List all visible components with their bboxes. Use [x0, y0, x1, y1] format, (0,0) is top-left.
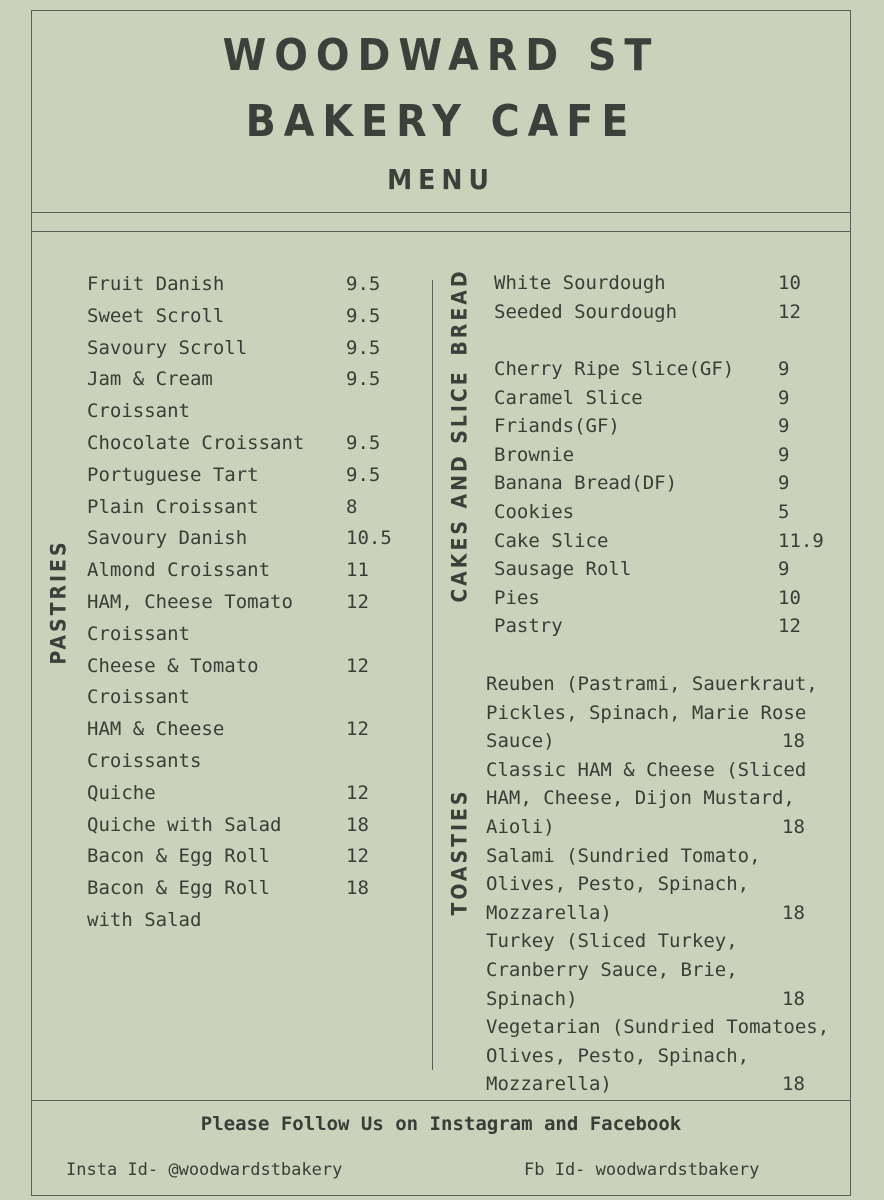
cakes-item-price: 9 [778, 358, 790, 380]
pastries-item-name: Sweet Scroll [87, 304, 225, 327]
header-divider-top [31, 212, 851, 213]
pastries-item-name: HAM & Cheese Croissants [87, 718, 225, 772]
pastries-item-name: Chocolate Croissant [87, 432, 305, 454]
toasties-item-price: 18 [782, 1073, 805, 1096]
pastries-item-name: HAM, Cheese Tomato Croissant [87, 591, 293, 645]
pastries-item-price: 9.5 [346, 463, 381, 486]
pastries-item-name: Savoury Danish [87, 527, 248, 550]
cakes-item-name: Brownie [494, 443, 575, 466]
instagram-id: Insta Id- @woodwardstbakery [66, 1160, 343, 1180]
cakes-item-price: 11.9 [778, 529, 824, 552]
section-label-cakes: CAKES AND SLICE [447, 369, 472, 603]
toasties-item-price: 18 [782, 816, 805, 838]
pastries-item-name: Portuguese Tart [87, 463, 259, 486]
pastries-item-name: Plain Croissant [87, 495, 259, 518]
pastries-item-price: 9.5 [346, 273, 381, 295]
column-divider [432, 280, 433, 1070]
cakes-item-name: Pastry [494, 615, 563, 638]
toasties-item-name: Reuben (Pastrami, Sauerkraut, Pickles, Spinach, Marie Rose Sauce) [486, 673, 818, 753]
header-divider-bottom [31, 231, 851, 232]
pastries-item-name: Bacon & Egg Roll [87, 845, 271, 868]
pastries-item-price: 18 [346, 877, 369, 900]
pastries-item-price: 12 [346, 654, 369, 677]
footer-divider [31, 1100, 851, 1101]
facebook-id: Fb Id- woodwardstbakery [524, 1160, 760, 1180]
cakes-item-price: 9 [778, 443, 790, 466]
pastries-item-name: Bacon & Egg Roll with Salad [87, 877, 271, 931]
bread-item-price: 12 [778, 300, 801, 323]
toasties-item-name: Vegetarian (Sundried Tomatoes, Olives, Pesto, Spinach, Mozzarella) [486, 1016, 830, 1096]
pastries-item-price: 9.5 [346, 432, 381, 454]
cakes-item-price: 9 [778, 386, 790, 409]
cakes-item-name: Cake Slice [494, 529, 609, 552]
cakes-item-name: Friands(GF) [494, 415, 620, 438]
pastries-item-name: Quiche with Salad [87, 813, 282, 836]
pastries-item-price: 12 [346, 718, 369, 741]
footer-message: Please Follow Us on Instagram and Facebook [200, 1113, 682, 1135]
cakes-item-name: Banana Bread(DF) [494, 472, 678, 495]
toasties-item-name: Salami (Sundried Tomato, Olives, Pesto, Spinach, Mozzarella) [486, 844, 761, 924]
pastries-item-price: 8 [346, 495, 358, 518]
toasties-item-name: Classic HAM & Cheese (Sliced HAM, Cheese, Dijon Mustard, Aioli) [486, 758, 807, 838]
pastries-item-price: 12 [346, 781, 369, 804]
pastries-item-name: Cheese & Tomato Croissant [87, 654, 259, 709]
pastries-item-name: Quiche [87, 781, 156, 804]
section-label-toasties: TOASTIES [447, 788, 472, 916]
pastries-item-price: 9.5 [346, 304, 381, 327]
cakes-item-price: 9 [778, 415, 790, 438]
pastries-item-name: Almond Croissant [87, 559, 271, 582]
bread-item-name: Seeded Sourdough [494, 300, 678, 323]
toasties-item-name: Turkey (Sliced Turkey, Cranberry Sauce, Brie, Spinach) [486, 930, 738, 1010]
pastries-item-price: 9.5 [346, 336, 381, 359]
pastries-item-price: 12 [346, 591, 369, 613]
cakes-item-price: 5 [778, 501, 790, 523]
pastries-item-price: 9.5 [346, 368, 381, 391]
pastries-item-price: 10.5 [346, 527, 392, 550]
cakes-item-name: Cookies [494, 501, 575, 523]
toasties-item-price: 18 [782, 987, 805, 1010]
pastries-item-name: Jam & Cream Croissant [87, 368, 213, 423]
cakes-item-price: 10 [778, 586, 801, 609]
cakes-item-price: 9 [778, 558, 790, 581]
title-line-1: WOODWARD ST [222, 30, 660, 81]
pastries-item-name: Fruit Danish [87, 273, 225, 295]
section-label-bread: BREAD [447, 268, 472, 356]
cakes-item-price: 12 [778, 615, 801, 638]
toasties-item-price: 18 [782, 730, 805, 753]
cakes-item-price: 9 [778, 472, 790, 495]
bread-item-price: 10 [778, 272, 801, 294]
cakes-item-name: Pies [494, 586, 540, 609]
cakes-item-name: Sausage Roll [494, 558, 632, 581]
pastries-item-price: 11 [346, 559, 369, 582]
section-label-pastries: PASTRIES [46, 539, 71, 665]
toasties-item-price: 18 [782, 901, 805, 924]
pastries-item-price: 18 [346, 813, 369, 836]
pastries-item-price: 12 [346, 845, 369, 868]
bread-item-name: White Sourdough [494, 272, 666, 294]
menu-heading: MENU [387, 163, 495, 196]
title-line-2: BAKERY CAFE [245, 96, 637, 147]
cakes-item-name: Caramel Slice [494, 386, 643, 409]
pastries-item-name: Savoury Scroll [87, 336, 248, 359]
cakes-item-name: Cherry Ripe Slice(GF) [494, 358, 735, 380]
